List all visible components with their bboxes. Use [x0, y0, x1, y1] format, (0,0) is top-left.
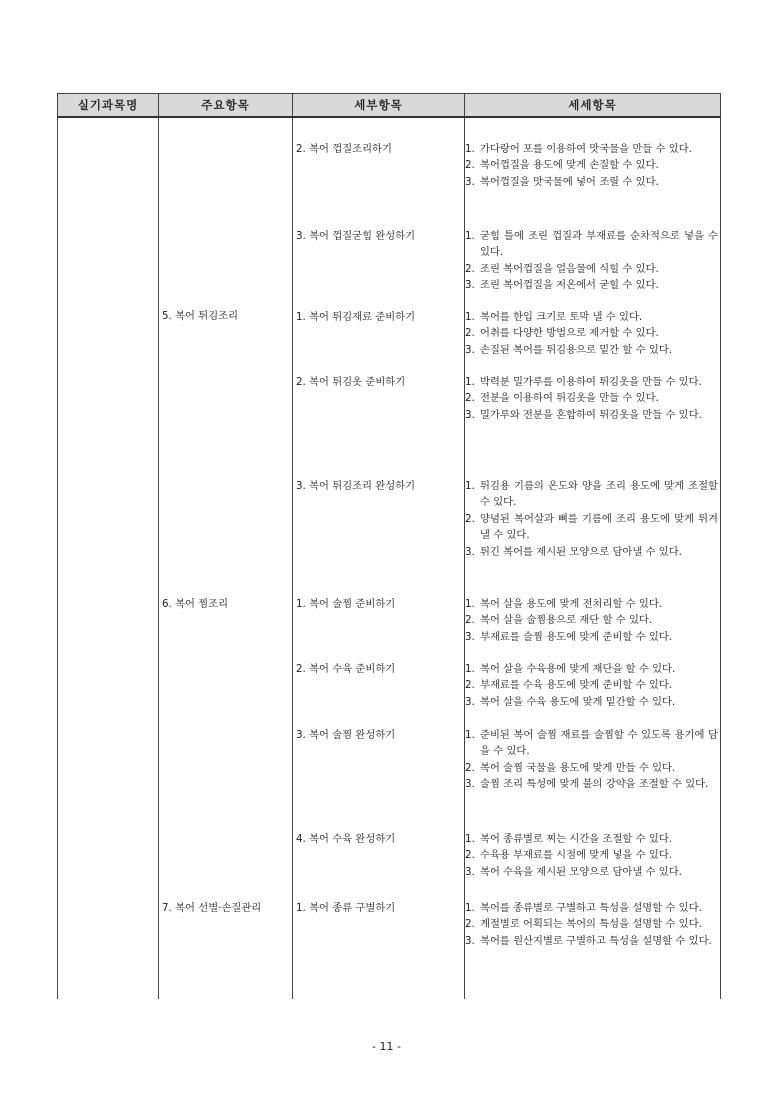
sub-item: 3. 복어 술찜 완성하기: [296, 729, 396, 741]
detail-group: [465, 727, 718, 793]
detail-item: 2. 조린 복어껍질을 얼음물에 식힐 수 있다.: [465, 262, 659, 275]
detail-item: 3. 밀가루와 전분을 혼합하여 튀김옷을 만들 수 있다.: [465, 408, 702, 421]
detail-item: 3. 튀긴 복어를 제시된 모양으로 담아낼 수 있다.: [465, 545, 682, 558]
detail-item: 2. 어취를 다양한 방법으로 제거할 수 있다.: [465, 327, 659, 340]
detail-item: 1. 복어 살을 수육용에 맞게 재단을 할 수 있다.: [465, 663, 676, 675]
subject-name-cell: [58, 117, 159, 999]
table-body-row: [58, 117, 721, 999]
sub-item: 2. 복어 튀김옷 준비하기: [296, 376, 406, 388]
detail-group: [465, 831, 718, 880]
spec-table: [57, 93, 721, 999]
detail-item: 3. 술찜 조리 특성에 맞게 불의 강약을 조절할 수 있다.: [465, 778, 709, 791]
detail-item: 3. 복어를 원산지별로 구별하고 특성을 설명할 수 있다.: [465, 934, 712, 947]
main-item: 6. 복어 찜조리: [162, 598, 229, 610]
detail-item-column: [465, 117, 721, 999]
header-subject-name: 실기과목명: [58, 94, 159, 118]
sub-item: 2. 복어 껍질조리하기: [296, 143, 392, 155]
detail-group: [465, 374, 718, 423]
sub-item: 2. 복어 수육 준비하기: [296, 663, 396, 675]
detail-item: 2. 복어 살을 술찜용으로 재단 할 수 있다.: [465, 614, 653, 627]
detail-item: 2. 복어껍질을 용도에 맞게 손질할 수 있다.: [465, 159, 659, 172]
detail-group: [465, 309, 718, 358]
detail-item: 3. 복어 살을 수육 용도에 맞게 밑간할 수 있다.: [465, 695, 676, 708]
detail-item: 3. 복어 수육을 제시된 모양으로 담아낼 수 있다.: [465, 865, 682, 878]
detail-item: 2. 부재료를 수육 용도에 맞게 준비할 수 있다.: [465, 679, 673, 692]
detail-item: 3. 손질된 복어를 튀김용으로 밑간 할 수 있다.: [465, 343, 673, 356]
detail-item: 1. 굳힘 틀에 조린 껍질과 부재료를 순차적으로 넣을 수 있다.: [465, 230, 718, 259]
page-number: - 11 -: [372, 1040, 401, 1053]
detail-item: 1. 가다랑어 포를 이용하여 맛국물을 만들 수 있다.: [465, 143, 692, 155]
detail-group: [465, 596, 718, 645]
detail-group: [465, 228, 718, 294]
detail-group: [465, 141, 718, 190]
header-detail-item: 세세항목: [465, 94, 721, 118]
detail-item: 2. 계절별로 어획되는 복어의 특성을 설명할 수 있다.: [465, 918, 702, 931]
detail-group: [465, 661, 718, 710]
sub-item-column: [293, 117, 465, 999]
detail-item: 1. 튀김용 기름의 온도와 양을 조리 용도에 맞게 조절할 수 있다.: [465, 480, 718, 509]
sub-item: 1. 복어 종류 구별하기: [296, 902, 396, 914]
detail-item: 2. 수육용 부재료를 시점에 맞게 넣을 수 있다.: [465, 849, 673, 862]
main-item: 7. 복어 선별·손질관리: [162, 902, 262, 914]
sub-item: 1. 복어 튀김재료 준비하기: [296, 311, 416, 323]
detail-item: 1. 복어 종류별로 찌는 시간을 조절할 수 있다.: [465, 833, 673, 845]
main-item: 5. 복어 튀김조리: [162, 310, 239, 322]
detail-item: 1. 복어 살을 용도에 맞게 전처리할 수 있다.: [465, 598, 663, 610]
sub-item: 3. 복어 튀김조리 완성하기: [296, 480, 416, 492]
main-item-column: [159, 117, 293, 999]
detail-group: [465, 478, 718, 560]
detail-item: 2. 복어 술찜 국물을 용도에 맞게 만들 수 있다.: [465, 761, 676, 774]
detail-item: 1. 복어를 한입 크기로 토막 낼 수 있다.: [465, 311, 643, 323]
sub-item: 4. 복어 수육 완성하기: [296, 833, 396, 845]
detail-item: 3. 복어껍질을 맛국물에 넣어 조릴 수 있다.: [465, 175, 659, 188]
detail-item: 1. 박력분 밀가루를 이용하여 튀김옷을 만들 수 있다.: [465, 376, 702, 388]
table-header-row: [58, 94, 721, 118]
detail-item: 3. 조린 복어껍질을 저온에서 굳힐 수 있다.: [465, 279, 659, 292]
detail-item: 1. 준비된 복어 술찜 재료를 술찜할 수 있도록 용기에 담을 수 있다.: [465, 729, 718, 758]
detail-item: 3. 부재료를 술찜 용도에 맞게 준비할 수 있다.: [465, 630, 673, 643]
detail-item: 2. 전분을 이용하여 튀김옷을 만들 수 있다.: [465, 392, 659, 405]
sub-item: 3. 복어 껍질굳힘 완성하기: [296, 230, 416, 242]
detail-item: 1. 복어를 종류별로 구별하고 특성을 설명할 수 있다.: [465, 902, 702, 914]
sub-item: 1. 복어 술찜 준비하기: [296, 598, 396, 610]
detail-group: [465, 900, 718, 949]
header-sub-item: 세부항목: [293, 94, 465, 118]
header-main-item: 주요항목: [159, 94, 293, 118]
detail-item: 2. 양념된 복어살과 뼈를 기름에 조리 용도에 맞게 튀겨 낼 수 있다.: [465, 512, 718, 542]
